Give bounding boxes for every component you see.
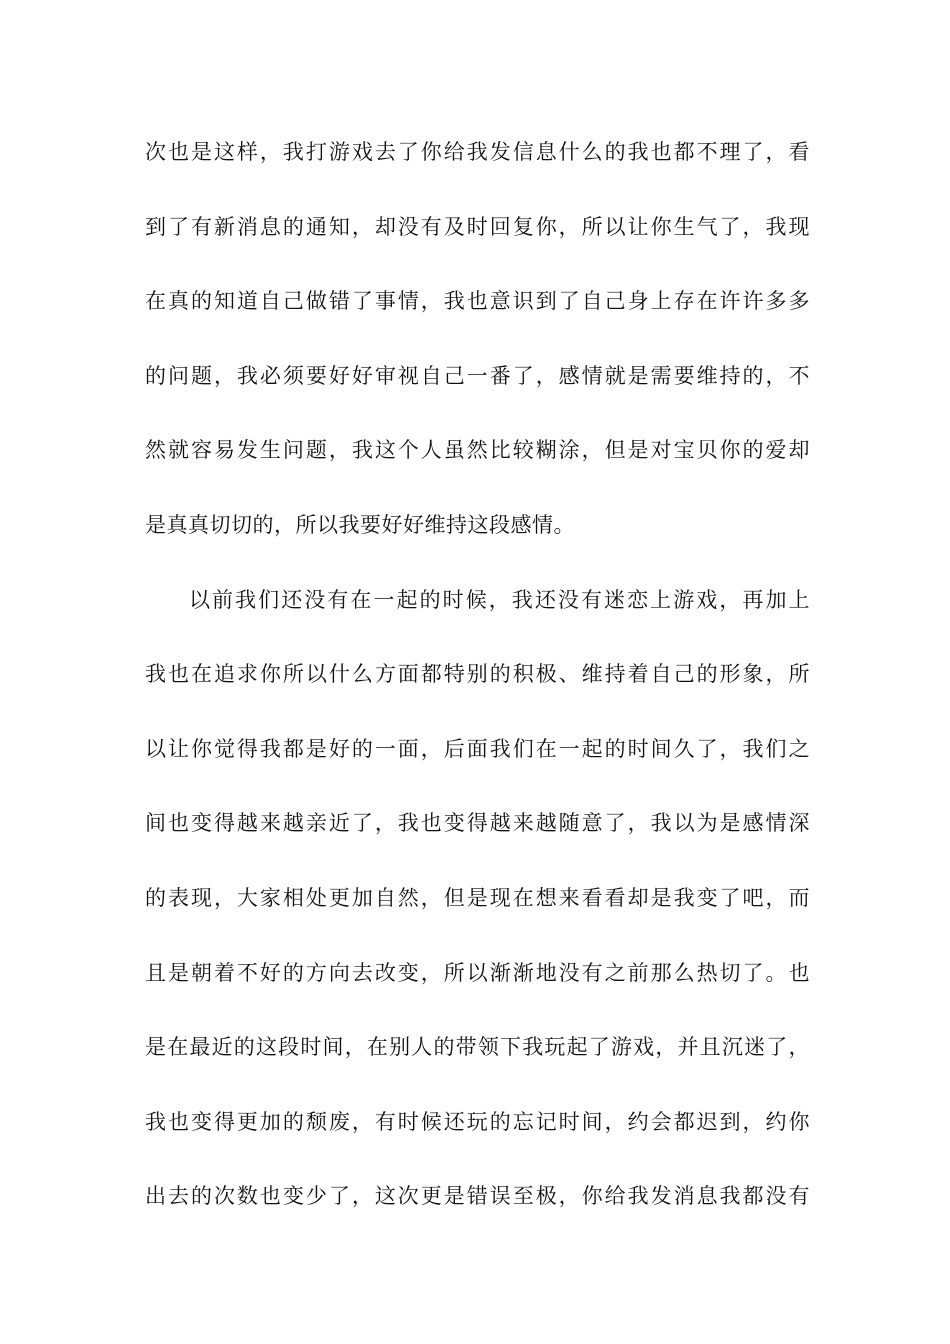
text-line: 且是朝着不好的方向去改变，所以渐渐地没有之前那么热切了。也 [145, 960, 810, 985]
text-line: 我也在追求你所以什么方面都特别的积极、维持着自己的形象，所 [145, 662, 810, 687]
text-line: 到了有新消息的通知，却没有及时回复你，所以让你生气了，我现 [145, 214, 810, 239]
text-line: 的表现，大家相处更加自然，但是现在想来看看却是我变了吧，而 [145, 885, 810, 910]
document-body [145, 132, 810, 1251]
text-line: 在真的知道自己做错了事情，我也意识到了自己身上存在许许多多 [145, 289, 810, 314]
text-line: 然就容易发生问题，我这个人虽然比较糊涂，但是对宝贝你的爱却 [145, 438, 810, 463]
text-line: 以让你觉得我都是好的一面，后面我们在一起的时间久了，我们之 [145, 736, 810, 761]
text-line: 次也是这样，我打游戏去了你给我发信息什么的我也都不理了，看 [145, 140, 810, 164]
text-line: 是真真切切的，所以我要好好维持这段感情。 [145, 512, 575, 537]
text-line: 间也变得越来越亲近了，我也变得越来越随意了，我以为是感情深 [145, 811, 810, 836]
text-line: 是在最近的这段时间，在别人的带领下我玩起了游戏，并且沉迷了， [145, 1035, 810, 1060]
text-line: 我也变得更加的颓废，有时候还玩的忘记时间，约会都迟到，约你 [145, 1109, 810, 1134]
text-line: 以前我们还没有在一起的时候，我还没有迷恋上游戏，再加上 [189, 587, 810, 612]
text-line: 的问题，我必须要好好审视自己一番了，感情就是需要维持的，不 [145, 363, 810, 388]
text-line: 出去的次数也变少了，这次更是错误至极，你给我发消息我都没有 [145, 1184, 810, 1209]
